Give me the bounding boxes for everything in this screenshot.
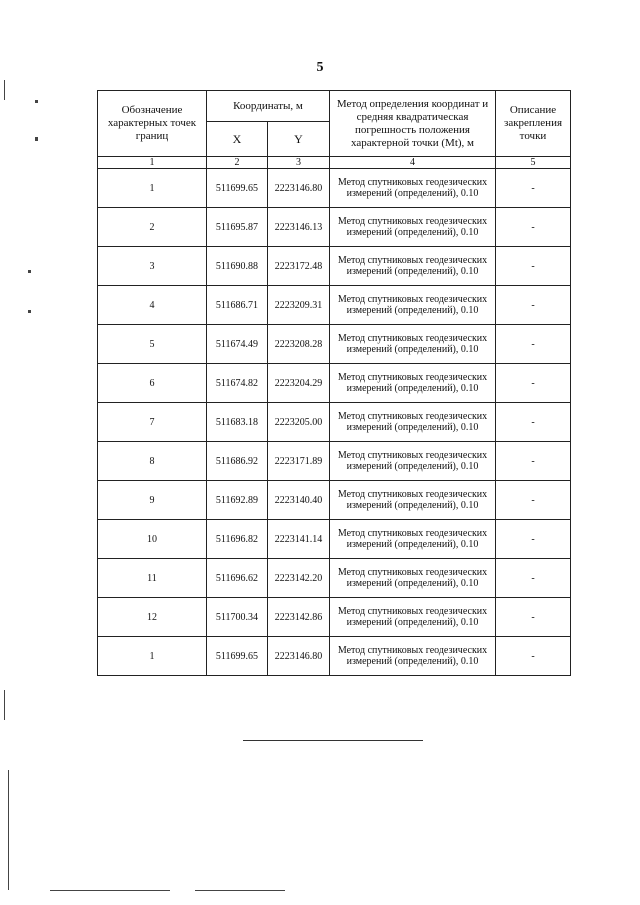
point-cell: 9 [98,481,207,520]
x-cell: 511696.82 [207,520,268,559]
method-cell: Метод спутниковых геодезических измерений (определений), 0.10 [330,442,496,481]
scan-edge-line [4,80,5,100]
table-row [98,169,571,208]
point-cell: 10 [98,520,207,559]
method-cell: Метод спутниковых геодезических измерений (определений), 0.10 [330,559,496,598]
page-number: 5 [316,60,324,75]
method-cell: Метод спутниковых геодезических измерений (определений), 0.10 [330,481,496,520]
point-cell: 12 [98,598,207,637]
method-cell: Метод спутниковых геодезических измерений (определений), 0.10 [330,247,496,286]
y-cell: 2223172.48 [268,247,330,286]
method-cell: Метод спутниковых геодезических измерений (определений), 0.10 [330,520,496,559]
y-cell: 2223208.28 [268,325,330,364]
y-cell: 2223141.14 [268,520,330,559]
y-cell: 2223146.80 [268,169,330,208]
point-cell: 7 [98,403,207,442]
method-cell: Метод спутниковых геодезических измерений (определений), 0.10 [330,598,496,637]
scan-mark [28,310,31,313]
point-cell: 1 [98,169,207,208]
header-point-designation: Обозначение характерных точек границ [98,91,207,157]
scan-mark [35,100,38,103]
header-fixing: Описание закрепления точки [496,91,571,157]
table-row [98,598,571,637]
fixing-cell: - [496,325,571,364]
y-cell: 2223140.40 [268,481,330,520]
scan-edge-line [50,890,170,891]
method-cell: Метод спутниковых геодезических измерений (определений), 0.10 [330,286,496,325]
point-cell: 5 [98,325,207,364]
column-number: 3 [268,157,330,169]
y-cell: 2223146.80 [268,637,330,676]
y-cell: 2223146.13 [268,208,330,247]
fixing-cell: - [496,442,571,481]
point-cell: 2 [98,208,207,247]
y-cell: 2223171.89 [268,442,330,481]
fixing-cell: - [496,598,571,637]
y-cell: 2223204.29 [268,364,330,403]
point-cell: 8 [98,442,207,481]
table-body [98,169,571,676]
table-row [98,247,571,286]
y-cell: 2223205.00 [268,403,330,442]
x-cell: 511674.49 [207,325,268,364]
table-row [98,559,571,598]
fixing-cell: - [496,169,571,208]
table-row [98,208,571,247]
x-cell: 511695.87 [207,208,268,247]
fixing-cell: - [496,364,571,403]
fixing-cell: - [496,637,571,676]
x-cell: 511692.89 [207,481,268,520]
x-cell: 511683.18 [207,403,268,442]
method-cell: Метод спутниковых геодезических измерений (определений), 0.10 [330,169,496,208]
fixing-cell: - [496,247,571,286]
fixing-cell: - [496,520,571,559]
method-cell: Метод спутниковых геодезических измерений (определений), 0.10 [330,325,496,364]
fixing-cell: - [496,208,571,247]
column-number: 1 [98,157,207,169]
y-cell: 2223142.86 [268,598,330,637]
column-number: 5 [496,157,571,169]
boundary-points-table [97,90,571,676]
fixing-cell: - [496,559,571,598]
x-cell: 511686.71 [207,286,268,325]
point-cell: 11 [98,559,207,598]
table-row [98,637,571,676]
column-number: 4 [330,157,496,169]
point-cell: 1 [98,637,207,676]
x-cell: 511696.62 [207,559,268,598]
scan-edge-line [195,890,285,891]
point-cell: 3 [98,247,207,286]
table-row [98,286,571,325]
table-row [98,481,571,520]
y-cell: 2223209.31 [268,286,330,325]
x-cell: 511690.88 [207,247,268,286]
point-cell: 6 [98,364,207,403]
x-cell: 511674.82 [207,364,268,403]
table-row [98,442,571,481]
scan-mark [35,137,38,141]
table-row [98,364,571,403]
method-cell: Метод спутниковых геодезических измерений (определений), 0.10 [330,403,496,442]
x-cell: 511699.65 [207,169,268,208]
y-cell: 2223142.20 [268,559,330,598]
fixing-cell: - [496,481,571,520]
method-cell: Метод спутниковых геодезических измерений (определений), 0.10 [330,637,496,676]
x-cell: 511700.34 [207,598,268,637]
header-method: Метод определения координат и средняя квадратическая погрешность положения характерной точки (Mt), м [330,91,496,157]
method-cell: Метод спутниковых геодезических измерений (определений), 0.10 [330,208,496,247]
column-number: 2 [207,157,268,169]
table-row [98,403,571,442]
scan-edge-line [4,690,5,720]
table-row [98,520,571,559]
fixing-cell: - [496,403,571,442]
scan-mark [28,270,31,273]
signature-line [243,740,423,741]
header-x: X [207,122,268,157]
x-cell: 511686.92 [207,442,268,481]
header-y: Y [268,122,330,157]
table-row [98,325,571,364]
x-cell: 511699.65 [207,637,268,676]
header-coordinates: Координаты, м [207,91,330,122]
point-cell: 4 [98,286,207,325]
scan-edge-line [8,770,9,890]
fixing-cell: - [496,286,571,325]
method-cell: Метод спутниковых геодезических измерений (определений), 0.10 [330,364,496,403]
